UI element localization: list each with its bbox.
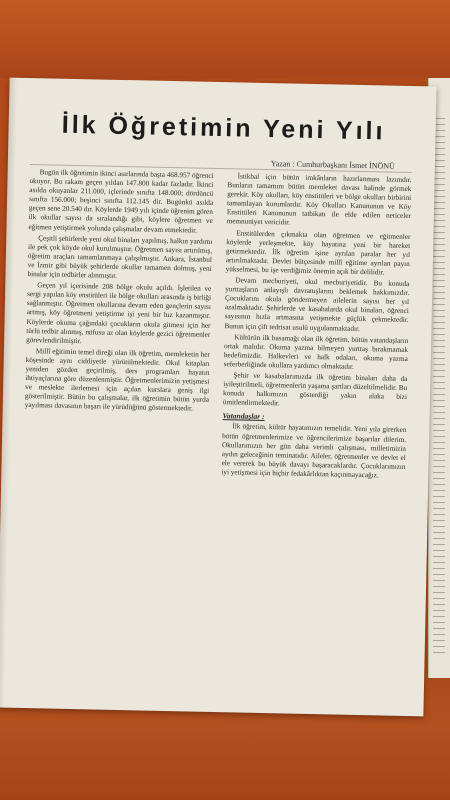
paragraph: Enstitülerden çıkmakta olan öğretmen ve eğitmenler köylerde yerleşmekte, köy hayatına yeni bir hareket getirmektedir. İlk öğretim işine ayrılan paralar her yıl artırılmaktadır. Devlet bütçesinde millî eğitime ayrılan payın yükselmesi, bu işe verdiğimiz önemin açık bir delilidir. (225, 228, 411, 277)
document-page (0, 78, 437, 717)
paragraph: Millî eğitimin temel direği olan ilk öğretim, memleketin her köşesinde aynı ciddiyetle yürütülmektedir. Okul kitapları yeniden gözden geçirilmiş, ders programları hayatın ihtiyaçlarına göre düzenlenmiştir. Öğretmenlerimizin yetişmesi ve meslekte ilerlemesi için açılan kurslara geniş ilgi gösterilmiştir. Bütün bu çalışmalar, ilk öğretimin bütün yurda yayılması davasının başarı ile yürüdüğünü göstermektedir. (24, 346, 210, 413)
background-top (0, 0, 450, 78)
paragraph: Bugün ilk öğretimin ikinci asırlarında başta 468.957 öğrenci okuyor. Bu rakam geçen yıldan 147.800 kadar fazladır. İkinci asılda okuyanlar 211.000, içlerinde sınıfta 148.000; dördüncü sınıfta 156.000; beşinci sınıfta 112.145 dir. Bugünkü asılda geçen sene 20.540 dır. Köylerde 1949 yılı içinde öğrenim gören ilk okullar sayısı da sıralandığı gibi, köylere öğretmen ve eğitmen yetiştirmek yolunda çalışmalar devam etmektedir. (28, 168, 214, 235)
paragraph: İstikbal için bütün imkânların hazırlanması lazımdır. Bunların tamamını bütün memleket davası halinde görmek gerekir. Köy okulları, köy enstitüleri ve bölge okulları birbirini tamamlayan kurumlardır. Köy Okulları Kanununun ve Köy Enstitüleri Kanununun tatbikatı ile elde edilen neticeler memnuniyet vericidir. (226, 172, 412, 227)
article-title: İlk Öğretimin Yeni Yılı (61, 110, 386, 146)
page-fold-shadow (0, 78, 18, 708)
article-byline: Yazan : Cumhurbaşkanı İsmet İNÖNÜ (270, 159, 395, 171)
paragraph: Çeşitli şehirlerde yeni okul binaları yapılmış, halkın yardımı ile pek çok köyde okul kurulmuştur. Öğretmen sayısı artırılmış, öğretim araçları tamamlanmaya çalışılmıştır. Ankara, İstanbul ve İzmir gibi büyük şehirlerde okullar tamamen dolmuş, yeni binalar için tedbirler alınmıştır. (27, 233, 213, 280)
paragraph: İlk öğretim, kültür hayatımızın temelidir. Yeni yıla girerken bütün öğretmenlerimize ve öğrencilerimize başarılar dilerim. Okullarımızın her gün daha verimli çalışması, milletimizin aydın geleceğinin teminatıdır. Aileler, öğretmenler ve devlet el ele vererek bu büyük davayı başaracaklardır. Çocuklarımızın iyi yetişmesi için hiçbir fedakârlıktan kaçınmayacağız. (221, 422, 407, 480)
right-text-column (217, 172, 412, 701)
paragraph: Kültürün ilk basamağı olan ilk öğretim, bütün vatandaşların ortak malıdır. Okuma yazma bilmeyen yurttaş bırakmamak hedefimizdir. Halkevleri ve halk odaları, okuma yazma seferberliğinde okullara yardımcı olmaktadır. (223, 332, 409, 371)
left-text-column (19, 168, 214, 697)
facing-page-text-strip (433, 118, 445, 658)
paragraph: Devam mecburiyeti, okul mecburiyetidir. Bu konuda yurttaşların anlayışlı davranışlarını beklemek hakkımızdır. Çocuklarını okula göndermeyen ailelerin sayısı her yıl azalmaktadır. Şehirlerde ve kasabalarda okul binaları, öğrenci sayısının hızla artmasına yetişmekte güçlük çekmektedir. Bunun için çift tedrisat usulü uygulanmaktadır. (224, 276, 410, 333)
paragraph: Şehir ve kasabalarımızda ilk öğretim binaları daha da iyileştirilmeli, öğretmenlerin yaşama şartları düzeltilmelidir. Bu konuda halkımızın gösterdiği yakın alaka bizi ümitlendirmektedir. (222, 371, 408, 408)
section-heading: Vatandaşlar : (222, 411, 265, 422)
paragraph: Geçen yıl içerisinde 208 bölge okulu açıldı. İşletilen ve sergi yapılan köy enstitüleri ile bölge okulları arasında iş birliği sağlanmıştır. Öğretmen okullarına devam eden gençlerin sayısı artmış, köy öğretmeni yetiştirme işi yeni bir hız kazanmıştır. Köylerde okuma çağındaki çocukların okula gitmesi için her türlü tedbir alınmış, nüfusu az olan köylerde gezici öğretmenler görevlendirilmiştir. (26, 281, 212, 345)
